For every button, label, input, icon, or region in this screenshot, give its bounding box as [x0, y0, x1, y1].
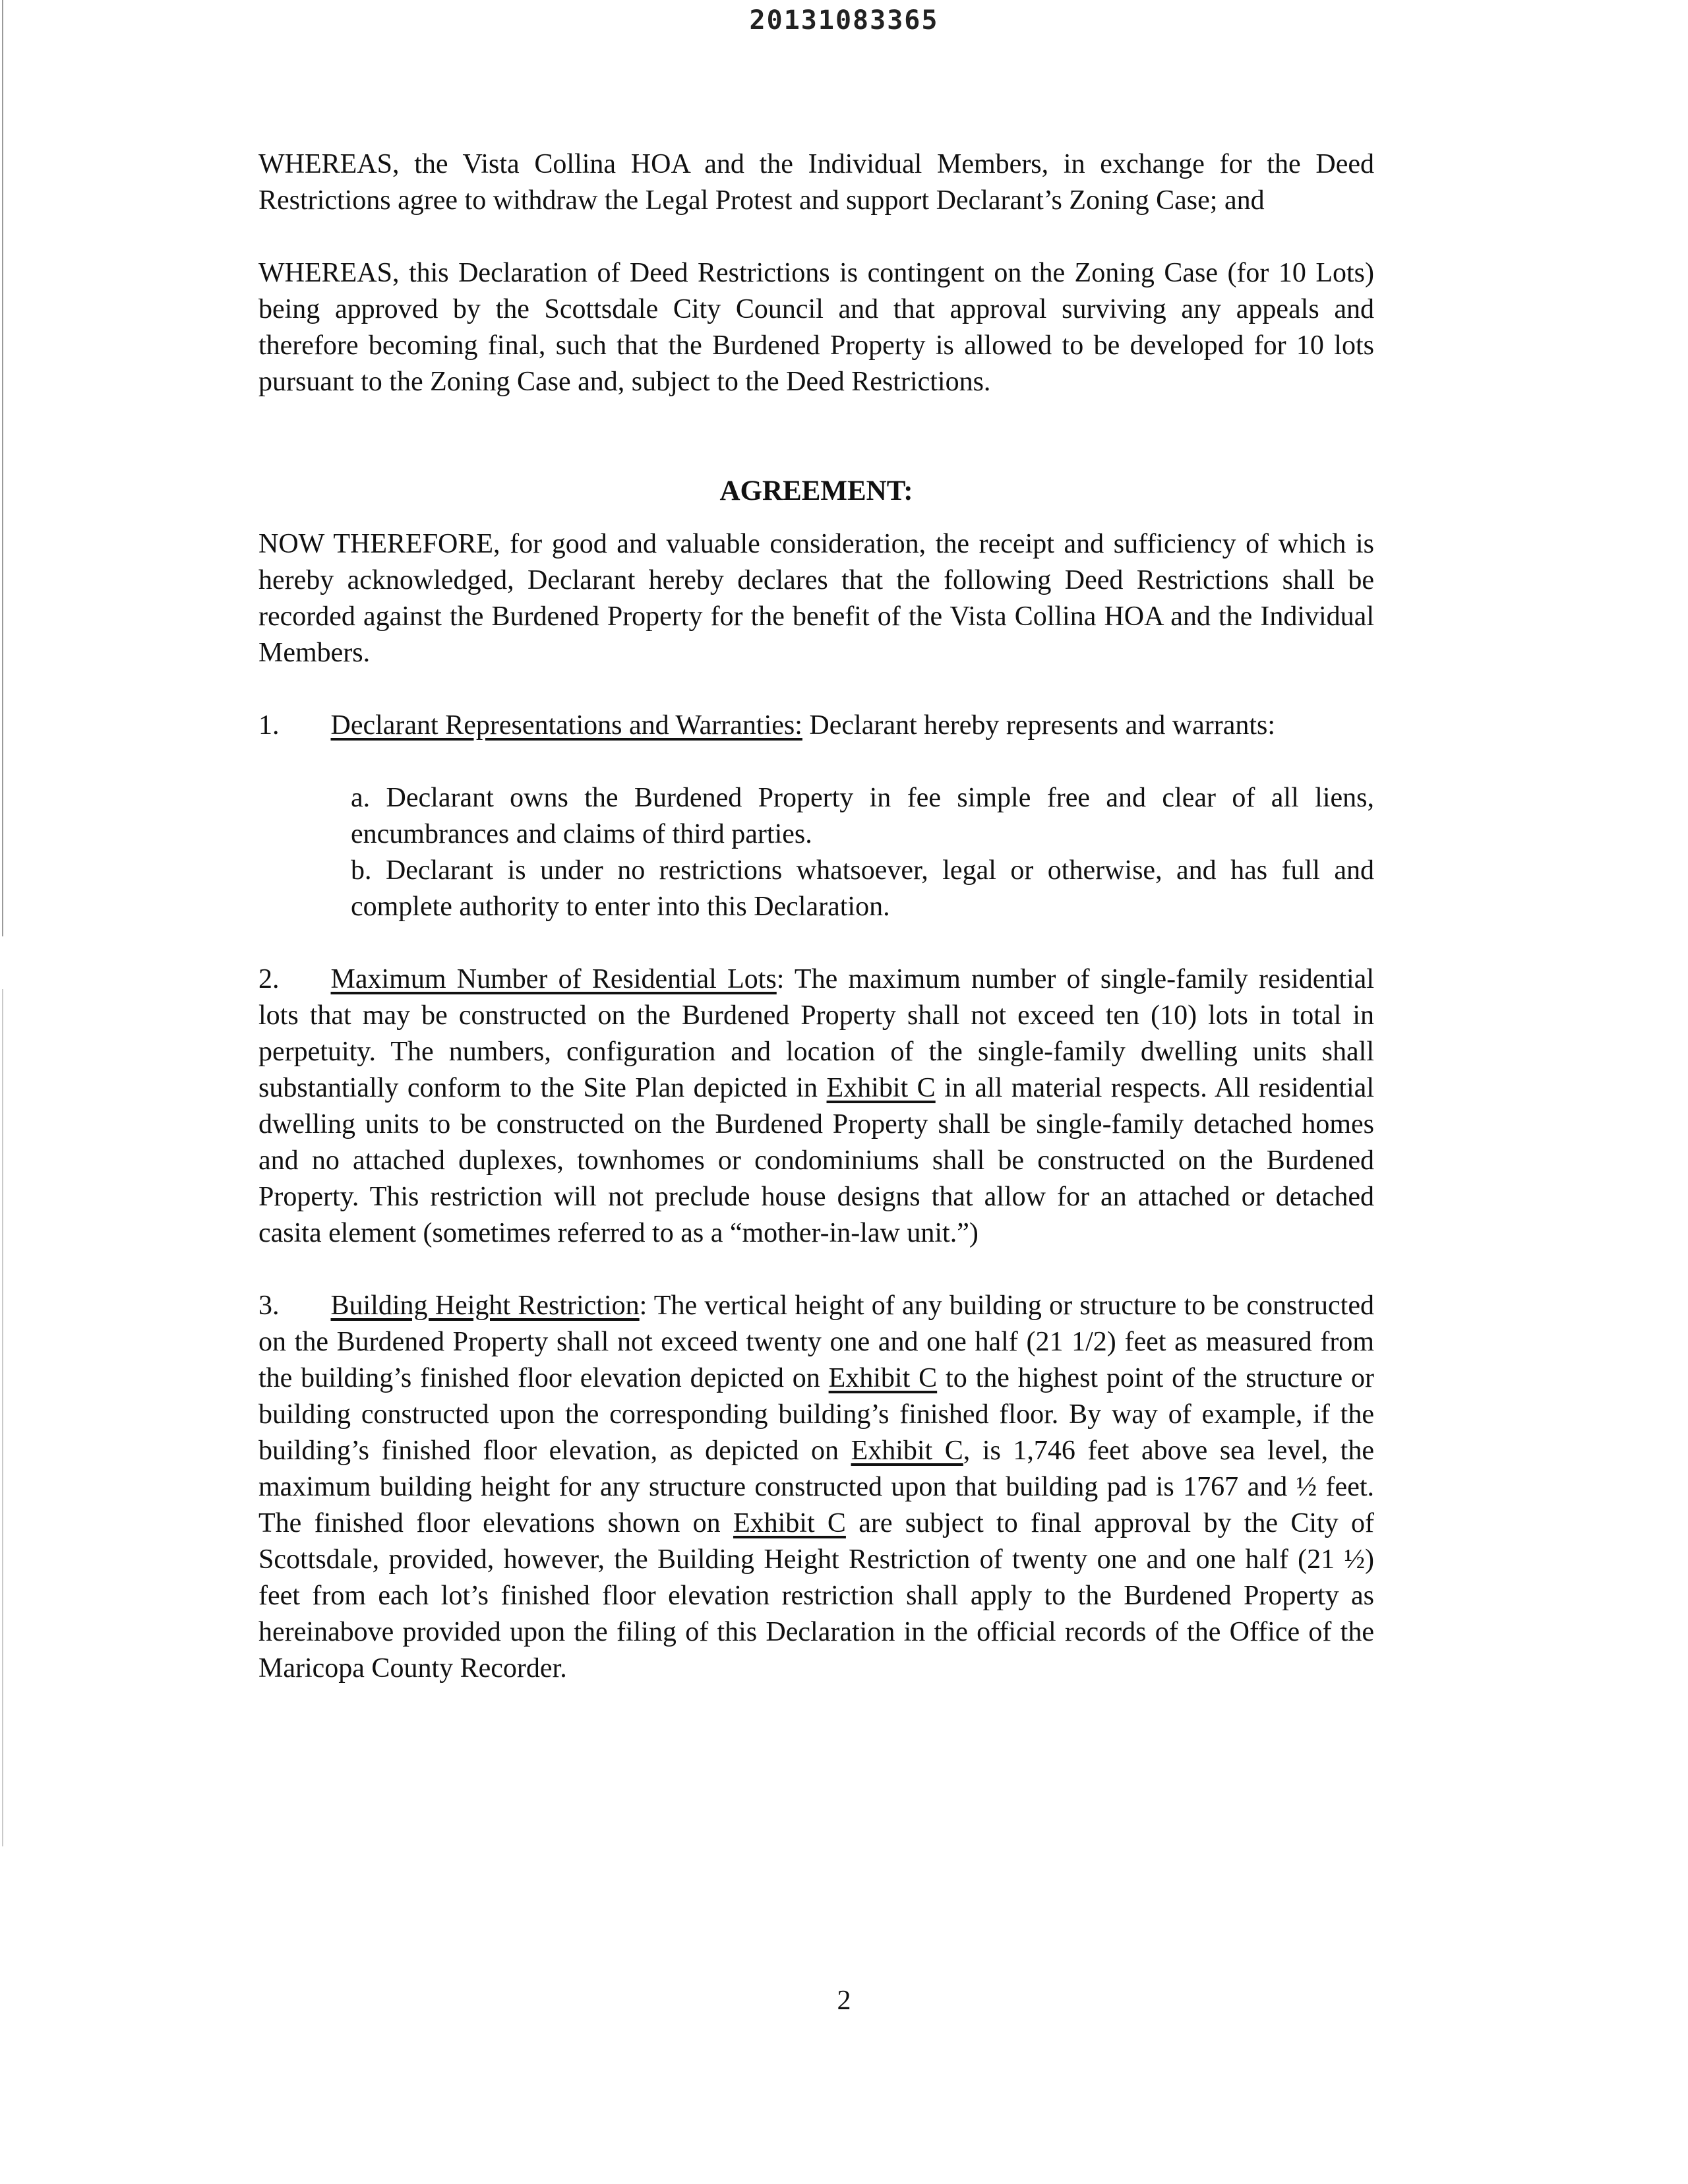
section-3-text-2: to the highest point of the structure or building constructed upon the corresponding building’s finished floor. By way of example, if the building’s finished floor elevation, as depicted on — [258, 1363, 1374, 1466]
section-3-text-1: : The vertical height of any building or structure to be constructed on the Burdened Property shall not exceed twenty one and one half (21 1/2) feet as measured from the building’s finished floor elevation depicted on — [258, 1290, 1374, 1393]
section-1-text: Declarant hereby represents and warrants: — [802, 710, 1276, 741]
section-3-text-3: , is 1,746 feet above sea level, the maximum building height for any structure constructed upon that building pad is 1767 and ½ feet. The finished floor elevations shown on — [258, 1436, 1374, 1538]
section-2-text-2: in all material respects. All residential dwelling units to be constructed on the Burdened Property shall be single-family detached homes and no attached duplexes, townhomes or condominiums shall be constructed on the Burdened Property. This restriction will not preclude house designs that allow for an attached or detached casita element (sometimes referred to as a “mother-in-law unit.”) — [258, 1073, 1374, 1248]
section-1-title: Declarant Representations and Warranties: — [330, 710, 802, 741]
section-2-number: 2. — [258, 964, 280, 994]
exhibit-c-reference: Exhibit C — [826, 1073, 936, 1103]
whereas-paragraph-1: WHEREAS, the Vista Collina HOA and the Individual Members, in exchange for the Deed Restrictions agree to withdraw the Legal Protest and support Declarant’s Zoning Case; and — [258, 149, 1374, 216]
agreement-heading: AGREEMENT: — [719, 475, 913, 506]
now-therefore-paragraph: NOW THEREFORE, for good and valuable consideration, the receipt and sufficiency of which is hereby acknowledged, Declarant hereby declares that the following Deed Restrictions shall be recorded against the Burdened Property for the benefit of the Vista Collina HOA and the Individual Members. — [258, 529, 1374, 668]
exhibit-c-reference: Exhibit C — [828, 1363, 938, 1393]
section-2-paragraph — [258, 961, 1374, 1252]
scan-edge-line-lower — [2, 989, 3, 1846]
section-1-item-b: b. Declarant is under no restrictions whatsoever, legal or otherwise, and has full and complete authority to enter into this Declaration. — [351, 855, 1374, 922]
section-1-item-a: a. Declarant owns the Burdened Property in fee simple free and clear of all liens, encumbrances and claims of third parties. — [351, 783, 1374, 849]
section-3-title: Building Height Restriction — [330, 1290, 640, 1321]
section-2-title: Maximum Number of Residential Lots — [330, 964, 777, 994]
whereas-paragraph-2: WHEREAS, this Declaration of Deed Restrictions is contingent on the Zoning Case (for 10 Lots) being approved by the Scottsdale City Council and that approval surviving any appeals and therefore becoming final, such that the Burdened Property is allowed to be developed for 10 lots pursuant to the Zoning Case and, subject to the Deed Restrictions. — [258, 258, 1374, 397]
section-1-items — [258, 780, 1374, 925]
document-body — [258, 146, 1374, 1687]
recording-number: 20131083365 — [749, 5, 939, 36]
section-1-paragraph — [258, 708, 1374, 744]
section-3-text-4: are subject to final approval by the City of Scottsdale, provided, however, the Building Height Restriction of twenty one and one half (21 ½) feet from each lot’s finished floor elevation restriction shall apply to the Burdened Property as hereinabove provided upon the filing of this Declaration in the official records of the Office of the Maricopa County Recorder. — [258, 1508, 1374, 1684]
section-1-number: 1. — [258, 710, 280, 741]
page-number: 2 — [837, 1986, 851, 2016]
section-3-number: 3. — [258, 1290, 280, 1321]
exhibit-c-reference: Exhibit C — [733, 1508, 846, 1538]
section-3-paragraph — [258, 1288, 1374, 1687]
section-2-text-1: : The maximum number of single-family residential lots that may be constructed on the Burdened Property shall not exceed ten (10) lots in total in perpetuity. The numbers, configuration and location of the single-family dwelling units shall substantially conform to the Site Plan depicted in — [258, 964, 1374, 1103]
exhibit-c-reference: Exhibit C — [851, 1436, 963, 1466]
scan-edge-line — [2, 0, 3, 936]
